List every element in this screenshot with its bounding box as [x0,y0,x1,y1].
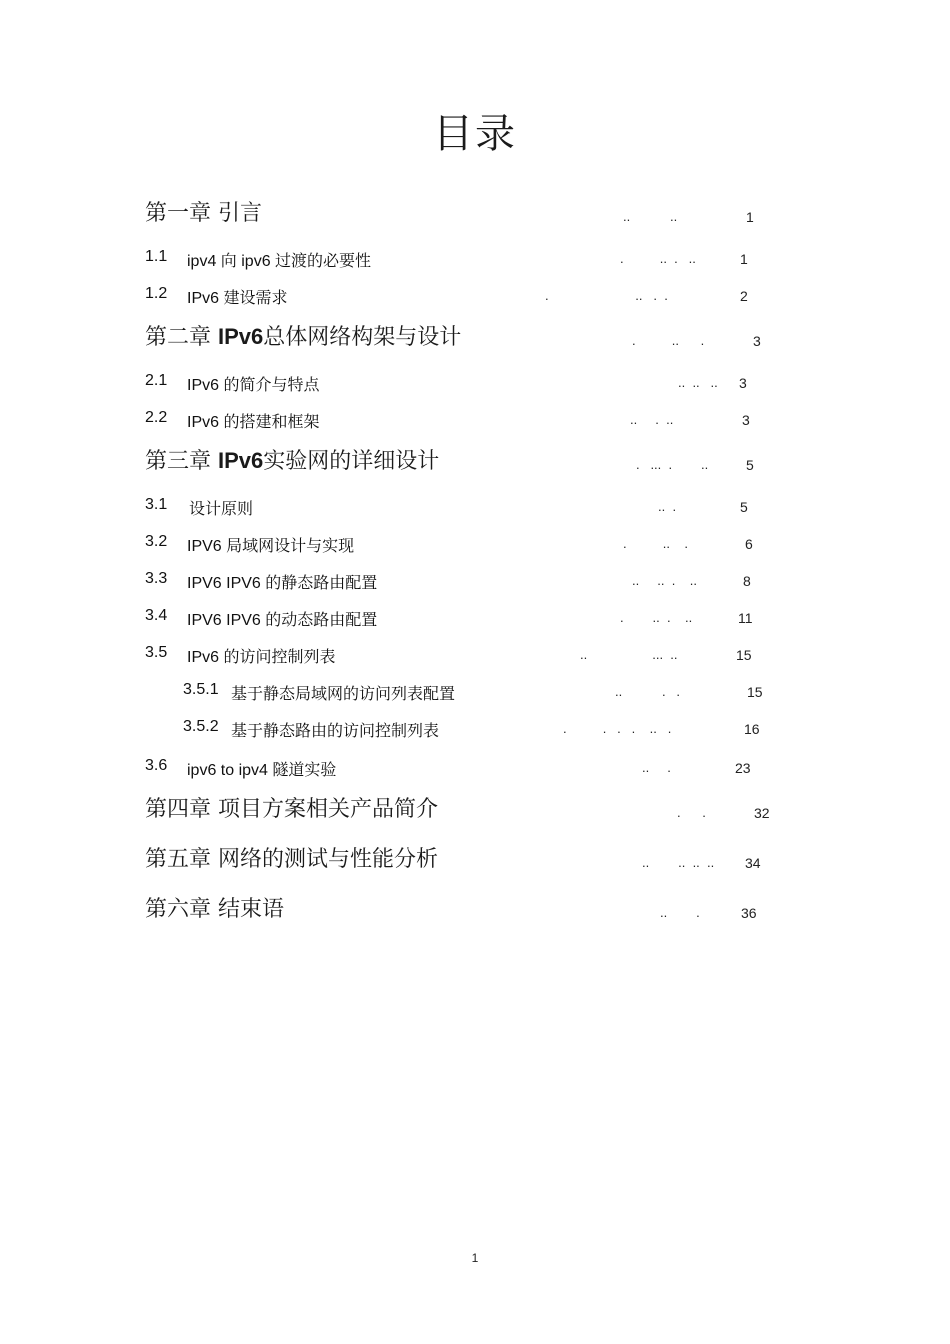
toc-section-entry[interactable] [0,607,950,647]
toc-chapter-entry[interactable] [0,892,950,932]
toc-subsection-entry[interactable] [0,718,950,758]
toc-chapter-entry[interactable] [0,444,950,484]
toc-section-entry[interactable] [0,372,950,412]
toc-page-number: 2 [740,288,748,304]
toc-chapter-entry[interactable] [0,320,950,360]
toc-page-number: 5 [740,499,748,515]
toc-section-entry[interactable] [0,409,950,449]
toc-section-title: ipv4 向 ipv6 过渡的必要性 [187,253,372,270]
toc-subsection-title: 基于静态局域网的访问列表配置 [231,686,456,703]
toc-section-number: 2.1 [145,372,168,389]
toc-section-entry[interactable] [0,757,950,797]
toc-page-number: 5 [746,457,754,473]
toc-section-title: IPv6 的简介与特点 [187,377,320,394]
toc-section-title: ipv6 to ipv4 隧道实验 [187,762,337,779]
toc-chapter-entry[interactable] [0,842,950,882]
toc-subsection-title: 基于静态路由的访问控制列表 [231,723,440,740]
toc-page-number: 34 [745,855,761,871]
toc-page-number: 11 [738,610,753,626]
toc-page-number: 15 [747,684,763,700]
toc-page-number: 15 [736,647,752,663]
toc-leader-dots: . .. . .. [620,251,696,266]
toc-page-number: 16 [744,721,760,737]
toc-section-title: 设计原则 [189,501,254,518]
toc-section-entry[interactable] [0,644,950,684]
toc-leader-dots: . . [677,805,706,820]
toc-section-title: IPv6 建设需求 [187,290,288,307]
toc-section-number: 1.2 [145,285,168,302]
toc-leader-dots: . .. . . [545,288,668,303]
toc-page-number: 3 [753,333,761,349]
toc-section-number: 3.6 [145,757,168,774]
toc-leader-dots: .. . . [615,684,681,699]
toc-page-number: 6 [745,536,753,552]
toc-leader-dots: .. .. . .. [632,573,698,588]
toc-leader-dots: . ... . .. [636,457,709,472]
toc-section-number: 1.1 [145,248,168,265]
toc-chapter-title: 第一章 引言 [145,201,262,226]
toc-leader-dots: .. . [658,499,677,514]
toc-section-entry[interactable] [0,533,950,573]
toc-leader-dots: . .. . [623,536,689,551]
toc-chapter-prefix: 第三章 [145,449,218,474]
footer-page-number: 1 [471,1251,479,1265]
toc-section-number: 3.1 [145,496,168,513]
toc-chapter-rest: 总体网络构架与设计 [263,325,462,350]
toc-leader-dots: . .. . .. [620,610,693,625]
toc-page-number: 1 [746,209,754,225]
toc-leader-dots: . .. . [632,333,705,348]
toc-chapter-prefix: 第二章 [145,325,218,350]
page-title: 目录 [433,111,517,157]
toc-leader-dots: .. . [642,760,671,775]
toc-subsection-entry[interactable] [0,681,950,721]
toc-page-number: 3 [742,412,750,428]
toc-chapter-title: 第六章 结束语 [145,897,284,922]
toc-chapter-entry[interactable] [0,196,950,236]
toc-subsection-number: 3.5.2 [183,718,219,735]
toc-section-title: IPv6 的搭建和框架 [187,414,320,431]
toc-section-number: 3.3 [145,570,168,587]
toc-section-entry[interactable] [0,285,950,325]
toc-leader-dots: . . . . .. . [563,721,672,736]
toc-leader-dots: .. ... .. [580,647,678,662]
toc-page-number: 8 [743,573,751,589]
toc-leader-dots: .. .. .. .. [642,855,715,870]
toc-page-number: 1 [740,251,748,267]
toc-chapter-title: 第五章 网络的测试与性能分析 [145,847,438,872]
toc-section-number: 3.2 [145,533,168,550]
toc-section-entry[interactable] [0,496,950,536]
toc-section-title: IPV6 IPV6 的静态路由配置 [187,575,378,592]
toc-section-entry[interactable] [0,570,950,610]
toc-section-title: IPV6 局域网设计与实现 [187,538,355,555]
toc-leader-dots: .. . [660,905,700,920]
toc-leader-dots: .. .. [623,209,678,224]
toc-chapter-title [145,444,439,475]
toc-section-entry[interactable] [0,248,950,288]
toc-section-number: 3.4 [145,607,168,624]
toc-page-number: 32 [754,805,770,821]
toc-chapter-rest: 实验网的详细设计 [263,449,440,474]
toc-chapter-entry[interactable] [0,792,950,832]
toc-section-number: 3.5 [145,644,168,661]
toc-section-number: 2.2 [145,409,168,426]
toc-page-number: 23 [735,760,751,776]
toc-leader-dots: .. .. .. [678,375,718,390]
toc-section-title: IPV6 IPV6 的动态路由配置 [187,612,378,629]
toc-chapter-title: 第四章 项目方案相关产品简介 [145,797,438,822]
toc-chapter-title [145,320,461,351]
toc-page-number: 3 [739,375,747,391]
toc-chapter-bold: IPv6 [218,324,264,349]
toc-leader-dots: .. . .. [630,412,674,427]
toc-subsection-number: 3.5.1 [183,681,219,698]
toc-page-number: 36 [741,905,757,921]
toc-chapter-bold: IPv6 [218,448,264,473]
toc-section-title: IPv6 的访问控制列表 [187,649,336,666]
